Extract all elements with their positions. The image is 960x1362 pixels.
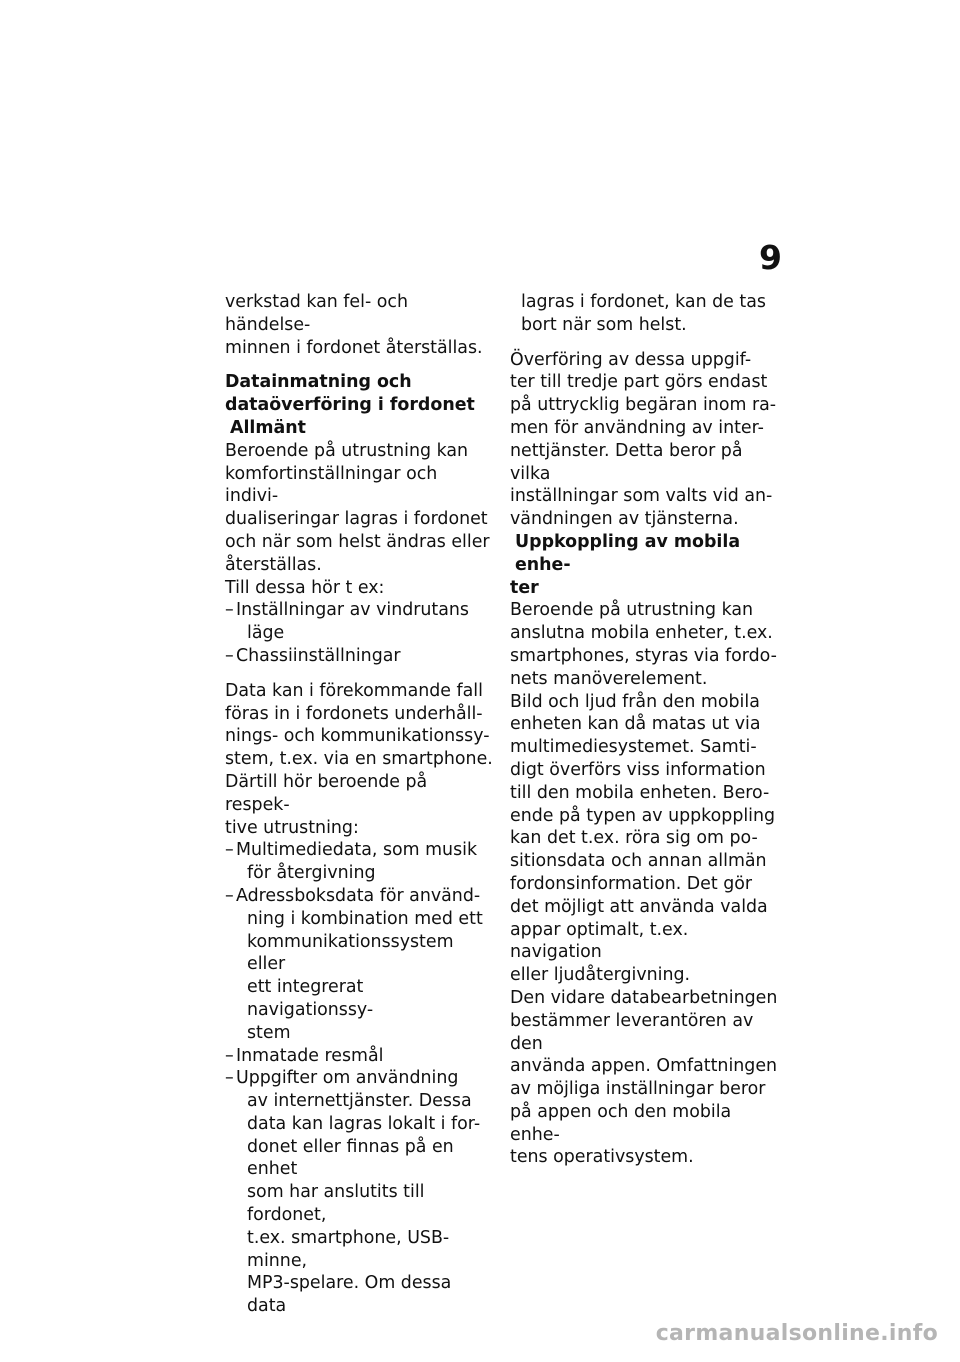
text-line: nets manöverelement.	[510, 668, 708, 689]
text-line: bestämmer leverantören av den	[510, 1010, 754, 1054]
text-line: sitionsdata och annan allmän	[510, 851, 767, 872]
page-number: 9	[759, 238, 782, 277]
dash-marker: –	[225, 840, 234, 861]
paragraph	[225, 440, 493, 577]
text-line: stem, t.ex. via en smartphone.	[225, 749, 493, 770]
list-item	[225, 885, 493, 1045]
text-line: donet eller finnas på en enhet	[247, 1136, 454, 1180]
text-line: ter till tredje part görs endast	[510, 372, 768, 393]
dash-marker: –	[225, 1045, 234, 1066]
text-line: kan det t.ex. röra sig om po-	[510, 828, 758, 849]
text-line: Uppgifter om användning	[236, 1068, 459, 1089]
intro-paragraph	[225, 291, 493, 359]
watermark: carmanualsonline.info	[655, 1321, 938, 1346]
list-item	[225, 645, 493, 668]
heading-line: Datainmatning och	[225, 372, 412, 393]
paragraph	[510, 987, 785, 1169]
text-line: Bild och ljud från den mobila	[510, 691, 760, 712]
text-line: eller ljudåtergivning.	[510, 965, 691, 986]
text-line: av internettjänster. Dessa	[247, 1091, 472, 1112]
text-line: på appen och den mobila enhe-	[510, 1101, 732, 1145]
text-line: minnen i fordonet återställas.	[225, 337, 483, 358]
text-line: verkstad kan fel- och händelse-	[225, 292, 408, 335]
text-line: komfortinställningar och indivi-	[225, 463, 438, 507]
text-line: Inställningar av vindrutans	[236, 600, 469, 621]
text-line: och när som helst ändras eller	[225, 531, 490, 552]
text-line: lagras i fordonet, kan de tas	[521, 292, 766, 312]
text-line: smartphones, styras via fordo-	[510, 645, 777, 666]
text-line: som har anslutits till fordonet,	[247, 1182, 425, 1226]
left-column	[225, 291, 493, 1318]
text-line: för återgivning	[247, 863, 376, 884]
text-line: men för användning av inter-	[510, 417, 764, 438]
text-line: dualiseringar lagras i fordonet	[225, 509, 488, 530]
paragraph	[225, 680, 493, 840]
text-line: vändningen av tjänsterna.	[510, 509, 739, 530]
text-line: Beroende på utrustning kan	[225, 440, 469, 461]
text-line: det möjligt att använda valda	[510, 896, 768, 917]
text-line: tive utrustning:	[225, 817, 359, 838]
text-line: kommunikationssystem eller	[247, 931, 454, 975]
text-line: data kan lagras lokalt i for-	[247, 1113, 481, 1134]
text-line: av möjliga inställningar beror	[510, 1079, 766, 1100]
text-line: Data kan i förekommande fall	[225, 680, 483, 701]
text-line: till den mobila enheten. Bero-	[510, 782, 770, 803]
text-line: stem	[247, 1022, 291, 1043]
dash-marker: –	[225, 885, 234, 906]
text-line: inställningar som valts vid an-	[510, 486, 773, 507]
paragraph	[510, 349, 785, 531]
text-line: ning i kombination med ett	[247, 908, 483, 929]
text-line: ende på typen av uppkoppling	[510, 805, 776, 826]
heading-line: Uppkoppling av mobila enhe-	[515, 531, 741, 575]
text-line: på uttrycklig begäran inom ra-	[510, 395, 777, 416]
text-line: Överföring av dessa uppgif-	[510, 349, 752, 370]
text-line: anslutna mobila enheter, t.ex.	[510, 623, 773, 644]
text-line: nettjänster. Detta beror på vilka	[510, 440, 743, 484]
heading-line: dataöverföring i fordonet	[225, 395, 475, 416]
text-line: Därtill hör beroende på respek-	[225, 771, 428, 815]
dash-marker: –	[225, 600, 234, 621]
text-line: MP3-spelare. Om dessa data	[247, 1273, 452, 1317]
text-line: multimediesystemet. Samti-	[510, 737, 757, 758]
heading-line: ter	[510, 577, 539, 598]
paragraph	[510, 599, 785, 690]
text-line: enheten kan då matas ut via	[510, 714, 761, 735]
text-line: nings- och kommunikationssy-	[225, 726, 490, 747]
text-line: Adressboksdata för använd-	[236, 885, 481, 906]
text-line: Inmatade resmål	[236, 1045, 384, 1066]
text-line: Beroende på utrustning kan	[510, 600, 754, 621]
text-line: t.ex. smartphone, USB-minne,	[247, 1227, 450, 1271]
list-item	[225, 1067, 493, 1318]
list-item	[225, 839, 493, 885]
paragraph	[510, 691, 785, 987]
text-line: använda appen. Omfattningen	[510, 1056, 778, 1077]
text-line: ett integrerat navigationssy-	[247, 977, 374, 1020]
text-line: bort när som helst.	[521, 314, 687, 335]
text-line: Multimediedata, som musik	[236, 840, 478, 861]
paragraph: Till dessa hör t ex:	[225, 577, 385, 598]
text-line: digt överförs viss information	[510, 759, 766, 780]
continued-list-text	[510, 291, 785, 337]
list-item	[225, 1045, 493, 1068]
subheading-general: Allmänt	[230, 417, 306, 438]
subheading-mobile-devices	[510, 531, 785, 599]
right-column	[510, 291, 785, 1169]
text-line: fordonsinformation. Det gör	[510, 873, 753, 894]
text-line: Den vidare databearbetningen	[510, 987, 778, 1008]
text-line: Chassiinställningar	[236, 645, 401, 666]
text-line: appar optimalt, t.ex. navigation	[510, 919, 689, 963]
list-item	[225, 599, 493, 645]
text-line: läge	[247, 623, 285, 644]
dash-marker: –	[225, 645, 234, 666]
text-line: återställas.	[225, 554, 322, 575]
section-heading	[225, 371, 493, 417]
text-line: tens operativsystem.	[510, 1147, 694, 1168]
text-line: föras in i fordonets underhåll-	[225, 703, 483, 724]
dash-marker: –	[225, 1068, 234, 1089]
